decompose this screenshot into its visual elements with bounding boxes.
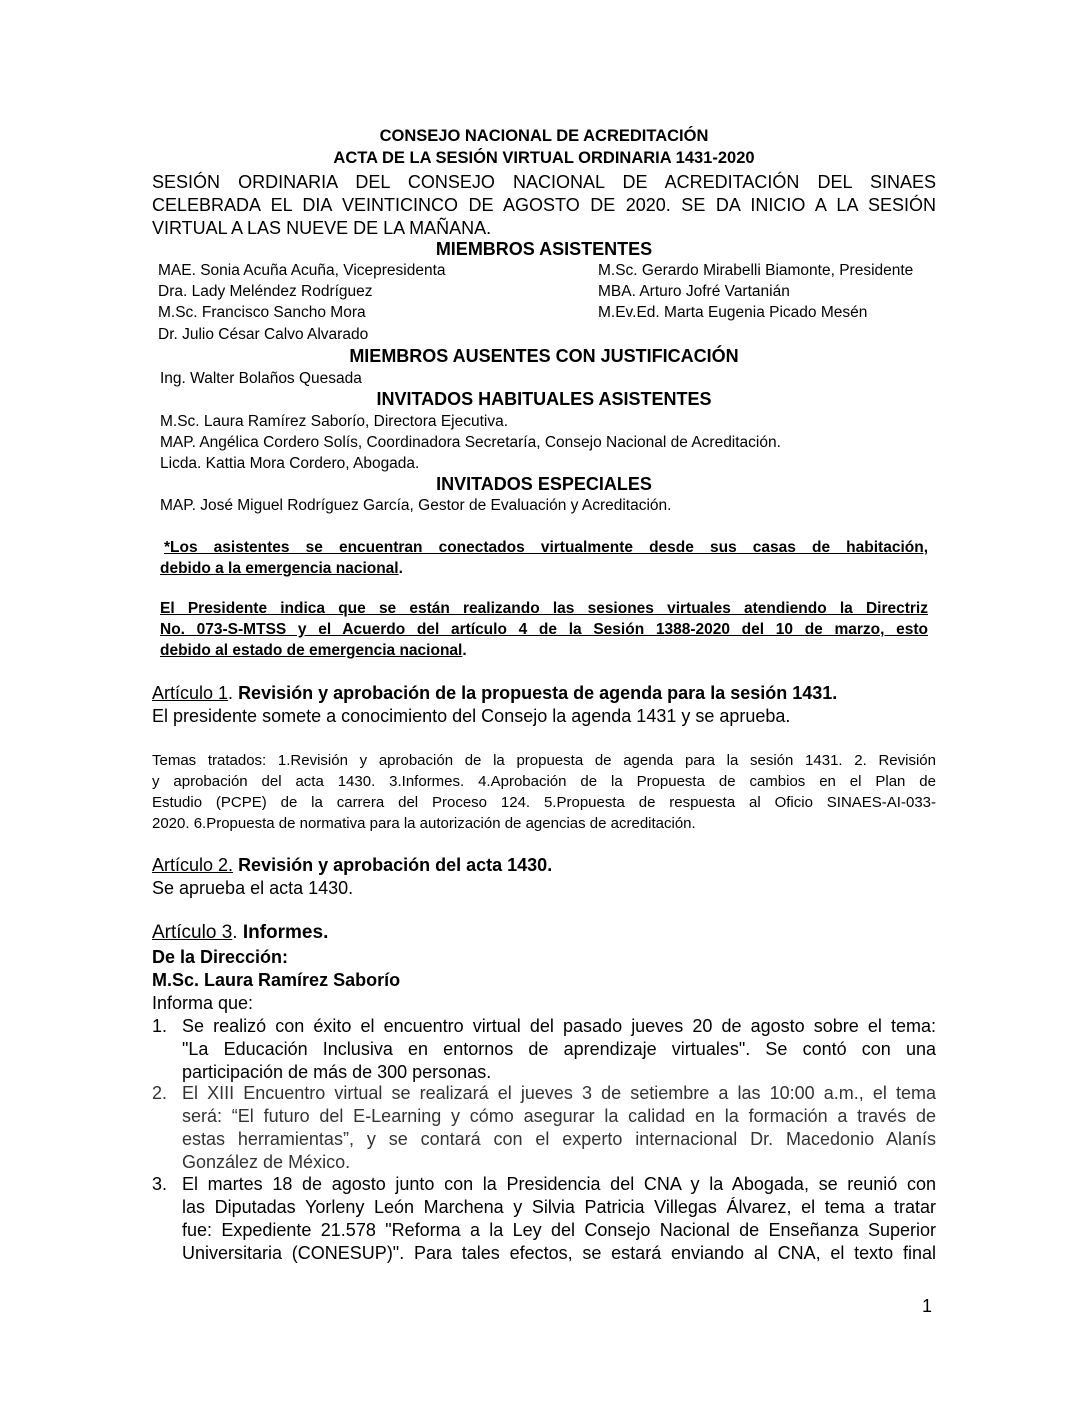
member-right-1: M.Sc. Gerardo Mirabelli Biamonte, Presidente [598, 262, 914, 279]
item-2-line-2: será: “El futuro del E-Learning y cómo asegurar la calidad en la formación a través de [182, 1106, 936, 1126]
item-1-line-3: participación de más de 300 personas. [182, 1062, 492, 1082]
temas-line-3: Estudio (PCPE) de la carrera del Proceso 124. 5.Propuesta de respuesta al Oficio SINAES-AI-033- [152, 794, 936, 811]
item-1-line-2: "La Educación Inclusiva en entornos de aprendizaje virtuales". Se contó con una [182, 1039, 936, 1059]
guest-item-2: MAP. Angélica Cordero Solís, Coordinadora Secretaría, Consejo Nacional de Acreditación. [160, 434, 781, 451]
note-2-line-2: No. 073-S-MTSS y el Acuerdo del artículo 4 de la Sesión 1388-2020 del 10 de marzo, esto [160, 621, 928, 638]
special-item-1: MAP. José Miguel Rodríguez García, Gestor de Evaluación y Acreditación. [160, 497, 672, 514]
guests-heading: INVITADOS HABITUALES ASISTENTES [376, 389, 712, 409]
article-2-body: Se aprueba el acta 1430. [152, 878, 354, 898]
temas-line-2: y aprobación del acta 1430. 3.Informes. 4.Aprobación de la Propuesta de cambios en el Plan de [152, 773, 936, 790]
person-name: M.Sc. Laura Ramírez Saborío [152, 970, 401, 990]
page-number: 1 [922, 1296, 933, 1316]
article-1-title: Revisión y aprobación de la propuesta de agenda para la sesión 1431. [238, 683, 838, 703]
note-2-line-1: El Presidente indica que se están realizando las sesiones virtuales atendiendo la Directriz [160, 600, 928, 617]
member-left-1: MAE. Sonia Acuña Acuña, Vicepresidenta [158, 262, 446, 279]
member-left-4: Dr. Julio César Calvo Alvarado [158, 326, 369, 343]
temas-line-1: Temas tratados: 1.Revisión y aprobación de la propuesta de agenda para la sesión 1431. 2. Revisión [152, 752, 936, 769]
item-3-line-1: El martes 18 de agosto junto con la Presidencia del CNA y la Abogada, se reunió con [182, 1174, 936, 1194]
note-1-line-2: debido a la emergencia nacional. [160, 560, 403, 577]
org-title: CONSEJO NACIONAL DE ACREDITACIÓN [379, 127, 709, 145]
absent-item-1: Ing. Walter Bolaños Quesada [160, 370, 362, 387]
article-2-heading [152, 855, 552, 876]
article-3-title: Informes. [242, 922, 329, 943]
section-heading: De la Dirección: [152, 947, 289, 967]
item-1-number: 1. [152, 1016, 168, 1036]
member-right-2: MBA. Arturo Jofré Vartanián [598, 283, 790, 300]
absent-heading: MIEMBROS AUSENTES CON JUSTIFICACIÓN [349, 346, 739, 366]
guest-item-1: M.Sc. Laura Ramírez Saborío, Directora Ejecutiva. [160, 413, 509, 430]
informs-intro: Informa que: [152, 993, 254, 1013]
article-1-heading: Artículo 1. Revisión y aprobación de la propuesta de agenda para la sesión 1431. [152, 683, 838, 703]
item-3-number: 3. [152, 1174, 168, 1194]
note-1-line-1: *Los asistentes se encuentran conectados virtualmente desde sus casas de habitación, [164, 539, 928, 556]
item-1-line-1: Se realizó con éxito el encuentro virtual del pasado jueves 20 de agosto sobre el tema: [182, 1016, 936, 1036]
intro-line-3: VIRTUAL A LAS NUEVE DE LA MAÑANA. [152, 218, 492, 238]
intro-line-1: SESIÓN ORDINARIA DEL CONSEJO NACIONAL DE ACREDITACIÓN DEL SINAES [152, 172, 936, 192]
temas-line-4: 2020. 6.Propuesta de normativa para la autorización de agencias de acreditación. [152, 815, 696, 832]
article-1-body: El presidente somete a conocimiento del Consejo la agenda 1431 y se aprueba. [152, 706, 791, 726]
intro-line-2: CELEBRADA EL DIA VEINTICINCO DE AGOSTO DE 2020. SE DA INICIO A LA SESIÓN [152, 195, 936, 215]
article-3-heading: Artículo 3. Informes. [152, 922, 329, 943]
item-3-line-2: las Diputadas Yorleny León Marchena y Silvia Patricia Villegas Álvarez, el tema a tratar [182, 1197, 936, 1217]
member-right-3: M.Ev.Ed. Marta Eugenia Picado Mesén [598, 304, 868, 321]
members-heading: MIEMBROS ASISTENTES [435, 239, 653, 259]
article-2-title: Revisión y aprobación del acta 1430. [238, 855, 553, 875]
member-left-3: M.Sc. Francisco Sancho Mora [158, 304, 366, 321]
acta-title: ACTA DE LA SESIÓN VIRTUAL ORDINARIA 1431-2020 [333, 149, 755, 167]
item-3-line-4: Universitaria (CONESUP)". Para tales efectos, se estará enviando al CNA, el texto final [182, 1243, 936, 1263]
item-3-line-3: fue: Expediente 21.578 "Reforma a la Ley del Consejo Nacional de Enseñanza Superior [182, 1220, 936, 1240]
article-2-label: Artículo 2. [152, 855, 234, 875]
item-2-line-4: González de México. [182, 1152, 351, 1172]
special-heading: INVITADOS ESPECIALES [436, 474, 652, 494]
member-left-2: Dra. Lady Meléndez Rodríguez [158, 283, 373, 300]
article-3-label: Artículo 3 [152, 922, 233, 943]
note-2-line-3: debido al estado de emergencia nacional. [160, 642, 467, 659]
item-2-line-1: El XIII Encuentro virtual se realizará el jueves 3 de setiembre a las 10:00 a.m., el tema [182, 1083, 936, 1103]
item-2-number: 2. [152, 1083, 168, 1103]
guest-item-3: Licda. Kattia Mora Cordero, Abogada. [160, 455, 420, 472]
item-2-line-3: estas herramientas”, y se contará con el experto internacional Dr. Macedonio Alanís [182, 1129, 936, 1149]
article-1-label: Artículo 1 [152, 683, 229, 703]
